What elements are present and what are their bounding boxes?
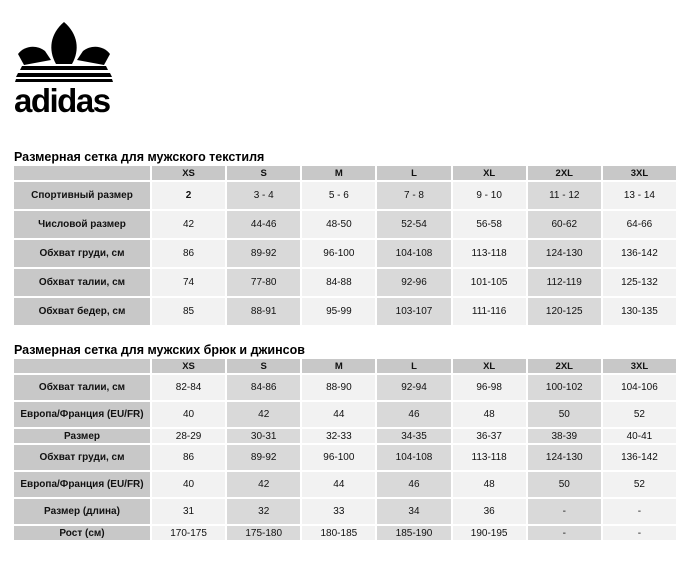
table-cell: 36 <box>452 498 527 525</box>
table-cell: 44 <box>301 471 376 498</box>
row-label: Размер (длина) <box>14 498 151 525</box>
table-cell: 185-190 <box>376 525 451 541</box>
row-label: Обхват бедер, см <box>14 297 151 326</box>
table-cell: 40-41 <box>602 428 677 444</box>
table-row <box>14 181 677 210</box>
table-cell: 50 <box>527 471 602 498</box>
table-cell: 96-100 <box>301 239 376 268</box>
trefoil-icon <box>14 20 114 82</box>
table-cell: 44 <box>301 401 376 428</box>
table-cell: 44-46 <box>226 210 301 239</box>
table-cell: 88-90 <box>301 374 376 401</box>
table-row <box>14 374 677 401</box>
table-cell: 104-108 <box>376 239 451 268</box>
row-label: Обхват груди, см <box>14 239 151 268</box>
table-cell: 136-142 <box>602 239 677 268</box>
table-cell: 7 - 8 <box>376 181 451 210</box>
table-cell: 113-118 <box>452 239 527 268</box>
table-cell: 42 <box>226 401 301 428</box>
table-row <box>14 471 677 498</box>
row-label: Спортивный размер <box>14 181 151 210</box>
header-corner <box>14 166 151 181</box>
column-header: 3XL <box>602 166 677 181</box>
table-row <box>14 444 677 471</box>
table-cell: 113-118 <box>452 444 527 471</box>
table-cell: 89-92 <box>226 239 301 268</box>
column-header: XL <box>452 359 527 374</box>
textile-table-title: Размерная сетка для мужского текстиля <box>14 150 265 164</box>
table-cell: 60-62 <box>527 210 602 239</box>
table-cell: 32 <box>226 498 301 525</box>
brand-wordmark: adidas <box>14 82 110 119</box>
table-row <box>14 239 677 268</box>
table-cell: 48 <box>452 401 527 428</box>
column-header: M <box>301 166 376 181</box>
table-cell: 31 <box>151 498 226 525</box>
table-cell: 33 <box>301 498 376 525</box>
table-cell: - <box>527 525 602 541</box>
table-cell: 111-116 <box>452 297 527 326</box>
table-cell: 136-142 <box>602 444 677 471</box>
table-row <box>14 428 677 444</box>
table-cell: 84-88 <box>301 268 376 297</box>
row-label: Рост (см) <box>14 525 151 541</box>
table-cell: 104-106 <box>602 374 677 401</box>
table-cell: 89-92 <box>226 444 301 471</box>
table-cell: - <box>602 525 677 541</box>
table-cell: 3 - 4 <box>226 181 301 210</box>
row-label: Обхват груди, см <box>14 444 151 471</box>
row-label: Размер <box>14 428 151 444</box>
header-corner <box>14 359 151 374</box>
table-cell: 125-132 <box>602 268 677 297</box>
table-cell: 13 - 14 <box>602 181 677 210</box>
column-header: 2XL <box>527 166 602 181</box>
table-cell: 48-50 <box>301 210 376 239</box>
column-header: XL <box>452 166 527 181</box>
table-cell: 56-58 <box>452 210 527 239</box>
table-cell: 124-130 <box>527 444 602 471</box>
column-header: S <box>226 359 301 374</box>
table-cell: 46 <box>376 401 451 428</box>
table-cell: 96-100 <box>301 444 376 471</box>
table-row <box>14 297 677 326</box>
table-cell: 92-94 <box>376 374 451 401</box>
table-cell: 82-84 <box>151 374 226 401</box>
table-cell: 88-91 <box>226 297 301 326</box>
table-cell: 42 <box>226 471 301 498</box>
table-cell: 130-135 <box>602 297 677 326</box>
pants-table-title: Размерная сетка для мужских брюк и джинсов <box>14 343 305 357</box>
table-row <box>14 498 677 525</box>
table-cell: 5 - 6 <box>301 181 376 210</box>
row-label: Числовой размер <box>14 210 151 239</box>
table-cell: 52 <box>602 401 677 428</box>
table-cell: 52-54 <box>376 210 451 239</box>
table-cell: 100-102 <box>527 374 602 401</box>
table-cell: 101-105 <box>452 268 527 297</box>
table-cell: 64-66 <box>602 210 677 239</box>
table-cell: 36-37 <box>452 428 527 444</box>
table-cell: 38-39 <box>527 428 602 444</box>
column-header: M <box>301 359 376 374</box>
table-cell: 84-86 <box>226 374 301 401</box>
table-cell: 34-35 <box>376 428 451 444</box>
table-cell: 40 <box>151 471 226 498</box>
table-cell: 180-185 <box>301 525 376 541</box>
column-header: S <box>226 166 301 181</box>
table-cell: 2 <box>151 181 226 210</box>
column-header: L <box>376 166 451 181</box>
table-cell: 112-119 <box>527 268 602 297</box>
column-header: 2XL <box>527 359 602 374</box>
column-header: XS <box>151 359 226 374</box>
column-header: 3XL <box>602 359 677 374</box>
table-cell: 175-180 <box>226 525 301 541</box>
table-cell: 50 <box>527 401 602 428</box>
row-label: Обхват талии, см <box>14 374 151 401</box>
table-cell: 34 <box>376 498 451 525</box>
table-row <box>14 525 677 541</box>
table-cell: 74 <box>151 268 226 297</box>
table-cell: 9 - 10 <box>452 181 527 210</box>
table-row <box>14 268 677 297</box>
table-cell: 30-31 <box>226 428 301 444</box>
table-cell: 28-29 <box>151 428 226 444</box>
table-row <box>14 401 677 428</box>
row-label: Европа/Франция (EU/FR) <box>14 471 151 498</box>
table-cell: 95-99 <box>301 297 376 326</box>
column-header: XS <box>151 166 226 181</box>
table-cell: 52 <box>602 471 677 498</box>
table-cell: 190-195 <box>452 525 527 541</box>
column-header: L <box>376 359 451 374</box>
table-cell: 120-125 <box>527 297 602 326</box>
adidas-trefoil-logo <box>14 20 114 82</box>
table-cell: 124-130 <box>527 239 602 268</box>
table-header-row <box>14 166 677 181</box>
table-cell: 96-98 <box>452 374 527 401</box>
table-cell: 40 <box>151 401 226 428</box>
pants-size-table <box>14 359 678 542</box>
table-cell: 85 <box>151 297 226 326</box>
table-cell: 46 <box>376 471 451 498</box>
table-cell: 32-33 <box>301 428 376 444</box>
table-cell: - <box>527 498 602 525</box>
table-cell: 170-175 <box>151 525 226 541</box>
row-label: Европа/Франция (EU/FR) <box>14 401 151 428</box>
table-cell: - <box>602 498 677 525</box>
textile-size-table <box>14 166 678 327</box>
table-header-row <box>14 359 677 374</box>
table-cell: 103-107 <box>376 297 451 326</box>
table-cell: 11 - 12 <box>527 181 602 210</box>
table-cell: 42 <box>151 210 226 239</box>
table-cell: 92-96 <box>376 268 451 297</box>
table-cell: 86 <box>151 444 226 471</box>
row-label: Обхват талии, см <box>14 268 151 297</box>
table-cell: 104-108 <box>376 444 451 471</box>
table-cell: 86 <box>151 239 226 268</box>
table-row <box>14 210 677 239</box>
table-cell: 48 <box>452 471 527 498</box>
table-cell: 77-80 <box>226 268 301 297</box>
